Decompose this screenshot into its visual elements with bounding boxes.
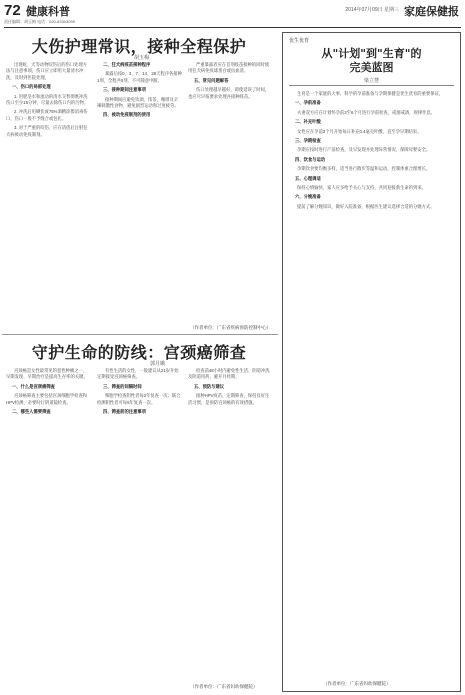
- section-heading: 三、接种期间注意事项: [103, 87, 146, 93]
- sidebar-title-line2: 完美蓝图: [349, 61, 394, 74]
- editor-line: 责任编辑：胡玉梅 电话：020-83303099: [4, 19, 75, 24]
- section-title: 健康科普: [26, 5, 70, 18]
- sidebar-author: 梁立慧: [363, 78, 379, 84]
- article1-title: 大伤护理常识，接种全程保护: [31, 37, 247, 56]
- body-paragraph: 接种期间应避免饮酒、浓茶、咖啡及辛辣刺激性食物，避免剧烈运动和过度疲劳。: [97, 96, 179, 109]
- section-heading: 五、常见问题解答: [194, 77, 229, 83]
- body-paragraph: 生育是一个家庭的大事，科学的孕前准备与孕期保健是优生优育的重要保证。: [297, 91, 444, 96]
- issue-date: 2014年07月09日 星期三: [345, 7, 399, 13]
- body-paragraph: 接种HPV疫苗、定期筛查、保持良好生活习惯，是预防宫颈癌的有效措施。: [188, 393, 270, 405]
- sidebar-rule: [289, 85, 454, 86]
- section-heading: 一、孕前准备: [295, 100, 321, 106]
- body-paragraph: 保持心情愉快，家人应多给予关心与支持，共同迎接新生命的到来。: [297, 185, 426, 191]
- body-paragraph: 1. 用肥皂水和流动的清水交替彻底冲洗伤口至少15分钟，尽量去除伤口内的污物。: [6, 93, 89, 106]
- sidebar-footer: （作者单位：广东省妇幼保健院）: [323, 681, 391, 686]
- section-heading: 一、伤口的局部处理: [12, 84, 51, 90]
- article2-author: 郭月娥: [150, 361, 166, 367]
- article1-footer: （作者单位：广东省疾病预防控制中心）: [190, 325, 271, 330]
- section-heading: 六、分娩准备: [295, 194, 321, 200]
- body-paragraph: 伤口处理越早越好，即使延误了时间，也应尽早按要求处理并接种疫苗。: [188, 87, 270, 99]
- article1-column-3: [188, 62, 273, 320]
- newspaper-name: 家庭保健报: [404, 5, 459, 18]
- article2-column-3: [188, 368, 273, 680]
- section-heading: 三、筛查的间隔时间: [103, 383, 142, 389]
- article-divider: [2, 334, 278, 335]
- body-paragraph: 2. 冲洗后用碘伏或75%酒精涂擦消毒伤口，伤口一般不予缝合或包扎。: [6, 109, 88, 121]
- section-heading: 二、狂犬病疫苗接种程序: [103, 62, 151, 67]
- body-paragraph: 夫妻双方应在计划怀孕前3至6个月进行孕前检查，戒烟戒酒，规律作息。: [297, 109, 435, 115]
- body-paragraph: 检查前48小时内避免性生活、阴道冲洗及阴道用药，避开月经期。: [188, 368, 270, 380]
- body-paragraph: 女性应在孕前3个月开始每日补充0.4毫克叶酸，直至孕早期结束。: [297, 128, 422, 134]
- article1-column-2: [97, 62, 182, 330]
- sidebar-article: [282, 32, 461, 692]
- body-paragraph: 细胞学检查阴性者每3年复查一次；联合检测阴性者可每5年复查一次。: [97, 393, 181, 405]
- sidebar-title-line1: 从"计划"到"生育"的: [321, 47, 422, 60]
- body-paragraph: 暴露后按0、3、7、14、28天程序各接种1剂，全程共5剂，不可随意中断。: [97, 71, 182, 83]
- body-paragraph: 出现蛇、犬等动物咬伤后的伤口处理方法与注意事项，伤口应立即用大量清水冲洗，及时到医院处理。: [6, 62, 88, 80]
- article1-author: 胡玉梅: [134, 55, 150, 61]
- body-paragraph: 孕期饮食要均衡多样，适当进行散步等温和运动，控制体重合理增长。: [297, 166, 431, 172]
- body-paragraph: 宫颈癌是女性最常见的恶性肿瘤之一，早期发现、早期治疗是提高生存率的关键。: [6, 368, 88, 380]
- section-heading: 五、预防与建议: [194, 383, 225, 389]
- section-heading: 四、饮食与运动: [295, 156, 326, 162]
- page-header: [0, 0, 465, 28]
- section-heading: 一、什么是宫颈癌筛查: [12, 383, 55, 389]
- sidebar-label: 优生优育: [289, 38, 310, 44]
- article2-title: 守护生命的防线：宫颈癌筛查: [31, 343, 247, 362]
- body-paragraph: 严重暴露者应在首剂疫苗接种的同时使用狂犬病免疫球蛋白或抗血清。: [188, 62, 270, 74]
- article2-column-1: [6, 368, 91, 690]
- body-paragraph: 宫颈癌筛查主要包括宫颈细胞学检查和HPV检测，必要时行阴道镜检查。: [6, 393, 88, 405]
- body-paragraph: 有性生活的女性，一般建议从21岁开始定期接受宫颈癌筛查。: [97, 368, 179, 380]
- body-paragraph: 提前了解分娩知识，做好入院准备，根据医生建议选择合适的分娩方式。: [297, 203, 435, 209]
- section-heading: 二、补充叶酸: [295, 119, 321, 125]
- section-heading: 四、筛查前的注意事项: [103, 409, 146, 415]
- page-number: 72: [4, 2, 21, 19]
- article1-column-1: [6, 62, 91, 330]
- section-heading: 五、心理调适: [295, 175, 321, 181]
- section-heading: 二、哪些人需要筛查: [12, 409, 51, 415]
- article2-column-2: [97, 368, 182, 690]
- body-paragraph: 孕期应按时进行产前检查，及早发现并处理异常情况，保障母婴安全。: [297, 147, 431, 153]
- section-heading: 四、被动免疫制剂的使用: [103, 112, 151, 118]
- sidebar-body: [289, 91, 454, 676]
- body-paragraph: 3. 对于严重的咬伤，应在清创后注射狂犬病被动免疫制剂。: [6, 125, 88, 137]
- header-rule: [4, 27, 461, 28]
- article2-footer: （作者单位：广东省妇幼保健院）: [190, 684, 258, 689]
- section-heading: 三、孕期检查: [295, 138, 321, 144]
